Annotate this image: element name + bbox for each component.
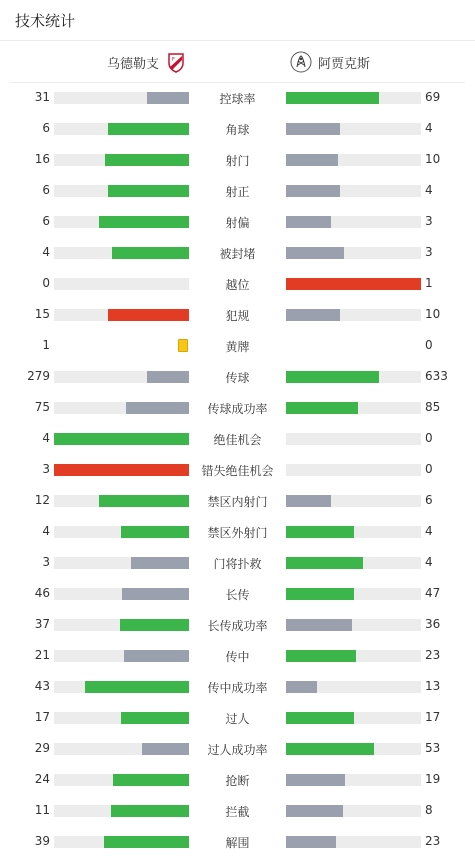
home-bar xyxy=(54,681,189,693)
home-bar-fill xyxy=(105,154,189,166)
away-bar xyxy=(286,309,421,321)
home-bar xyxy=(54,836,189,848)
stat-label: 犯规 xyxy=(225,309,250,323)
away-bar xyxy=(286,216,421,228)
away-value: 69 xyxy=(425,90,441,104)
home-bar xyxy=(54,185,189,197)
home-value: 3 xyxy=(42,555,50,569)
away-value: 13 xyxy=(425,679,441,693)
away-bar-fill xyxy=(286,309,340,321)
away-bar xyxy=(286,743,421,755)
stat-row xyxy=(0,331,475,362)
away-bar-fill xyxy=(286,588,354,600)
stat-label: 传球 xyxy=(225,371,250,385)
stat-row xyxy=(0,114,475,145)
home-value: 4 xyxy=(42,524,50,538)
home-value: 21 xyxy=(34,648,50,662)
away-bar xyxy=(286,433,421,445)
home-bar xyxy=(54,123,189,135)
home-bar xyxy=(54,805,189,817)
home-bar-fill xyxy=(131,557,189,569)
away-value: 6 xyxy=(425,493,433,507)
home-value: 16 xyxy=(34,152,50,166)
stat-row xyxy=(0,765,475,796)
home-value: 31 xyxy=(34,90,50,104)
away-bar xyxy=(286,371,421,383)
stat-row xyxy=(0,734,475,765)
home-value: 4 xyxy=(42,431,50,445)
stat-label: 长传 xyxy=(225,588,250,602)
away-bar-fill xyxy=(286,278,421,290)
home-bar-fill xyxy=(54,464,189,476)
stat-label: 长传成功率 xyxy=(207,619,268,633)
stat-label: 射偏 xyxy=(225,216,250,230)
home-value: 29 xyxy=(34,741,50,755)
svg-text:F: F xyxy=(172,57,175,63)
away-value: 53 xyxy=(425,741,441,755)
home-bar xyxy=(54,433,189,445)
home-value: 12 xyxy=(34,493,50,507)
home-bar xyxy=(54,743,189,755)
utrecht-crest-icon xyxy=(165,51,187,73)
teams-row xyxy=(10,41,465,83)
home-value: 0 xyxy=(42,276,50,290)
home-value: 279 xyxy=(27,369,50,383)
home-value: 24 xyxy=(34,772,50,786)
away-bar-fill xyxy=(286,495,331,507)
away-bar xyxy=(286,402,421,414)
home-bar xyxy=(54,92,189,104)
ajax-crest-icon xyxy=(290,51,312,73)
stat-label: 门将扑救 xyxy=(213,557,262,571)
away-bar xyxy=(286,650,421,662)
home-bar xyxy=(54,619,189,631)
stat-row xyxy=(0,362,475,393)
away-bar xyxy=(286,681,421,693)
away-bar-fill xyxy=(286,557,363,569)
away-bar-fill xyxy=(286,712,354,724)
stat-row xyxy=(0,827,475,858)
away-value: 17 xyxy=(425,710,441,724)
home-bar xyxy=(54,309,189,321)
away-value: 23 xyxy=(425,834,441,848)
home-bar-fill xyxy=(108,309,189,321)
away-bar-fill xyxy=(286,650,356,662)
stat-row xyxy=(0,455,475,486)
away-value: 3 xyxy=(425,214,433,228)
away-bar-fill xyxy=(286,371,379,383)
yellow-card-icon xyxy=(178,339,188,352)
away-value: 8 xyxy=(425,803,433,817)
home-bar xyxy=(54,526,189,538)
stats-list xyxy=(0,83,475,858)
stat-row xyxy=(0,486,475,517)
home-value: 3 xyxy=(42,462,50,476)
home-value: 75 xyxy=(34,400,50,414)
stat-row xyxy=(0,548,475,579)
home-team[interactable] xyxy=(107,50,187,74)
away-bar xyxy=(286,92,421,104)
stat-label: 错失绝佳机会 xyxy=(201,464,274,478)
away-bar xyxy=(286,588,421,600)
away-bar xyxy=(286,836,421,848)
stat-label: 传球成功率 xyxy=(207,402,268,416)
stat-row xyxy=(0,610,475,641)
home-bar-fill xyxy=(122,588,189,600)
stat-row xyxy=(0,672,475,703)
away-value: 0 xyxy=(425,431,433,445)
away-bar xyxy=(286,557,421,569)
away-value: 0 xyxy=(425,338,433,352)
away-bar-fill xyxy=(286,619,352,631)
away-bar-fill xyxy=(286,836,336,848)
away-bar-fill xyxy=(286,774,345,786)
stat-row xyxy=(0,424,475,455)
stat-label: 角球 xyxy=(225,123,250,137)
home-bar xyxy=(54,464,189,476)
away-bar xyxy=(286,495,421,507)
home-bar-fill xyxy=(142,743,189,755)
home-bar xyxy=(54,154,189,166)
home-bar-fill xyxy=(126,402,189,414)
away-bar xyxy=(286,526,421,538)
home-value: 6 xyxy=(42,121,50,135)
home-value: 1 xyxy=(42,338,50,352)
stat-row xyxy=(0,300,475,331)
home-bar xyxy=(54,588,189,600)
stat-row xyxy=(0,393,475,424)
home-bar-fill xyxy=(108,185,189,197)
stat-row xyxy=(0,517,475,548)
stat-label: 抢断 xyxy=(225,774,250,788)
stat-label: 射门 xyxy=(225,154,250,168)
stat-label: 射正 xyxy=(225,185,250,199)
stat-label: 传中 xyxy=(225,650,250,664)
away-bar xyxy=(286,123,421,135)
away-bar xyxy=(286,805,421,817)
home-bar xyxy=(54,650,189,662)
away-bar-fill xyxy=(286,123,340,135)
away-bar xyxy=(286,619,421,631)
stat-label: 禁区内射门 xyxy=(207,495,268,509)
home-bar xyxy=(54,247,189,259)
home-bar-fill xyxy=(113,774,189,786)
stat-label: 传中成功率 xyxy=(207,681,268,695)
away-bar xyxy=(286,185,421,197)
away-team-name: 阿贾克斯 xyxy=(318,56,371,72)
home-value: 46 xyxy=(34,586,50,600)
away-value: 4 xyxy=(425,524,433,538)
home-bar-fill xyxy=(99,495,189,507)
home-bar-fill xyxy=(112,247,189,259)
home-bar-fill xyxy=(54,433,189,445)
home-bar-fill xyxy=(99,216,189,228)
home-value: 43 xyxy=(34,679,50,693)
away-value: 3 xyxy=(425,245,433,259)
stat-row xyxy=(0,238,475,269)
stat-row xyxy=(0,579,475,610)
home-bar xyxy=(54,495,189,507)
away-bar-fill xyxy=(286,154,338,166)
away-bar-fill xyxy=(286,681,317,693)
home-bar-fill xyxy=(85,681,189,693)
away-value: 19 xyxy=(425,772,441,786)
stat-row xyxy=(0,145,475,176)
away-bar-fill xyxy=(286,743,374,755)
stat-label: 过人 xyxy=(225,712,250,726)
away-bar xyxy=(286,154,421,166)
stat-label: 解围 xyxy=(225,836,250,850)
home-bar-fill xyxy=(121,526,189,538)
away-value: 23 xyxy=(425,648,441,662)
away-bar xyxy=(286,774,421,786)
away-bar-fill xyxy=(286,216,331,228)
stats-header xyxy=(0,0,475,41)
home-value: 39 xyxy=(34,834,50,848)
away-value: 10 xyxy=(425,307,441,321)
away-value: 633 xyxy=(425,369,448,383)
away-bar-fill xyxy=(286,805,343,817)
home-bar-fill xyxy=(104,836,189,848)
stat-label: 越位 xyxy=(225,278,250,292)
away-value: 1 xyxy=(425,276,433,290)
away-value: 47 xyxy=(425,586,441,600)
away-bar-fill xyxy=(286,185,340,197)
stat-row xyxy=(0,796,475,827)
home-bar-fill xyxy=(147,371,189,383)
away-value: 4 xyxy=(425,555,433,569)
home-bar xyxy=(54,557,189,569)
away-value: 4 xyxy=(425,183,433,197)
stat-label: 控球率 xyxy=(219,92,256,106)
home-bar xyxy=(54,402,189,414)
home-bar xyxy=(54,712,189,724)
stat-label: 拦截 xyxy=(225,805,250,819)
stat-row xyxy=(0,269,475,300)
away-bar xyxy=(286,712,421,724)
home-bar-fill xyxy=(124,650,189,662)
home-value: 4 xyxy=(42,245,50,259)
away-value: 36 xyxy=(425,617,441,631)
home-bar xyxy=(54,371,189,383)
stat-label: 黄牌 xyxy=(225,340,250,354)
stat-row xyxy=(0,703,475,734)
away-bar-fill xyxy=(286,526,354,538)
stat-row xyxy=(0,207,475,238)
home-bar-fill xyxy=(108,123,189,135)
away-value: 85 xyxy=(425,400,441,414)
away-bar-fill xyxy=(286,92,379,104)
home-bar xyxy=(54,774,189,786)
page-title: 技术统计 xyxy=(15,12,76,30)
away-bar-fill xyxy=(286,402,358,414)
away-value: 4 xyxy=(425,121,433,135)
home-value: 17 xyxy=(34,710,50,724)
home-bar xyxy=(54,216,189,228)
away-value: 0 xyxy=(425,462,433,476)
home-bar-fill xyxy=(120,619,189,631)
home-bar-fill xyxy=(111,805,189,817)
home-value: 11 xyxy=(34,803,50,817)
away-bar-fill xyxy=(286,247,344,259)
stat-label: 被封堵 xyxy=(219,247,256,261)
home-value: 6 xyxy=(42,214,50,228)
home-team-name: 乌德勒支 xyxy=(106,56,159,72)
stat-label: 禁区外射门 xyxy=(207,526,268,540)
stat-row xyxy=(0,176,475,207)
home-bar xyxy=(54,278,189,290)
home-value: 37 xyxy=(34,617,50,631)
home-bar-fill xyxy=(147,92,189,104)
stat-row xyxy=(0,83,475,114)
home-value: 6 xyxy=(42,183,50,197)
away-team[interactable] xyxy=(290,50,370,74)
home-value: 15 xyxy=(34,307,50,321)
stat-row xyxy=(0,641,475,672)
stat-label: 绝佳机会 xyxy=(213,433,262,447)
away-value: 10 xyxy=(425,152,441,166)
away-bar xyxy=(286,464,421,476)
stat-label: 过人成功率 xyxy=(207,743,268,757)
home-bar-fill xyxy=(121,712,189,724)
away-bar xyxy=(286,247,421,259)
away-bar xyxy=(286,278,421,290)
